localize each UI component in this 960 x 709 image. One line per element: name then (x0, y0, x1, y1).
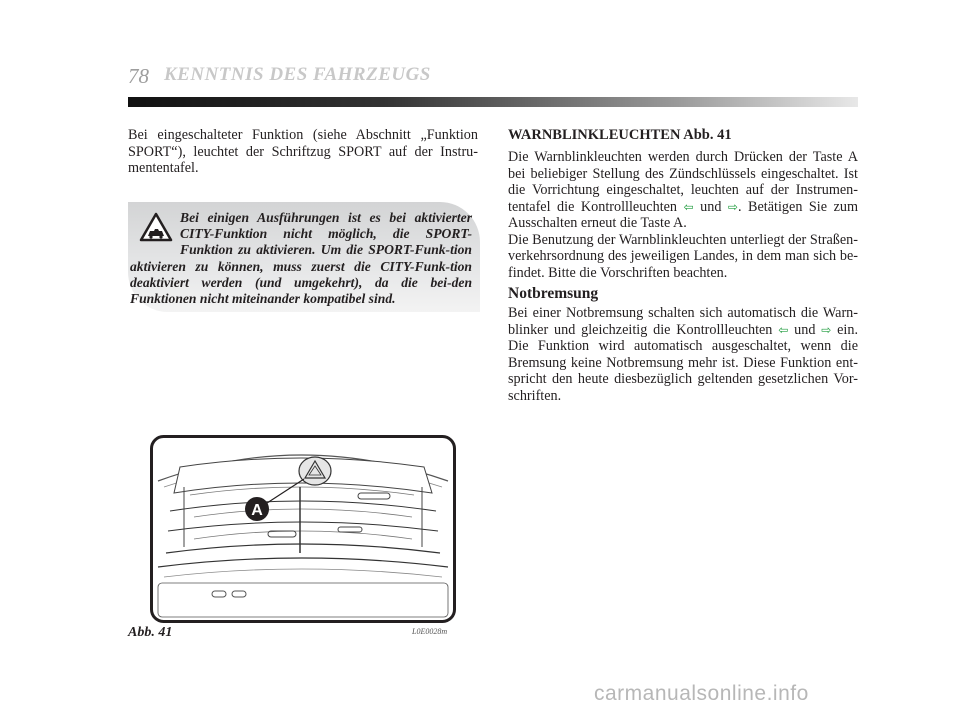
hazard-lights-paragraph: Die Warnblinkleuchten werden durch Drücken der Taste A bei beliebiger Stellung des Zündschlüssels eingeschaltet. Ist die Vorrichtung eingeschaltet, leuchten auf der Instrumen-tentafel die Kontrollleuchten ⇦ und ⇨. Betätigen Sie zum Ausschalten erneut die Taste A. Die Benutzung der Warnblinkleuchten unterliegt der Straßen-verkehrsordnung des jeweiligen Landes, in dem man sich be-findet. Bitte die Vorschriften beachten. (508, 149, 858, 281)
right-arrow-indicator-icon: ⇨ (727, 199, 738, 214)
callout-label-a: A (251, 502, 263, 519)
figure-caption: Abb. 41 (128, 625, 173, 640)
right-arrow-indicator-icon: ⇨ (821, 322, 832, 337)
section-heading: WARNBLINKLEUCHTEN Abb. 41 (508, 127, 732, 143)
subheading-emergency-braking: Notbremsung (508, 285, 599, 302)
header-rule (128, 97, 858, 107)
chapter-title: KENNTNIS DES FAHRZEUGS (164, 64, 431, 85)
watermark: carmanualsonline.info (594, 682, 809, 705)
warning-text: Bei einigen Ausführungen ist es bei aktivierter CITY-Funktion nicht möglich, die SPORT-Funktion zu aktivieren. Um die SPORT-Funk-tion aktivieren zu können, muss zuerst die CITY-Funk-tion deaktiviert werden (und umgekehrt), da die bei-den Funktionen nicht miteinander kompatibel sind. (130, 210, 472, 307)
intro-paragraph: Bei eingeschalteter Funktion (siehe Abschnitt „Funktion SPORT“), leuchtet der Schriftzug SPORT auf der Instru-mententafel. (128, 127, 478, 176)
emergency-braking-paragraph: Bei einer Notbremsung schalten sich automatisch die Warn-blinker und gleichzeitig die Kontrollleuchten ⇦ und ⇨ ein. Die Funktion wird automatisch ausgeschaltet, wenn die Bremsung keine Notbremsung mehr ist. Diese Funktion ent-spricht den heute diesbezüglich geltenden gesetzlichen Vor-schriften. (508, 305, 859, 404)
figure-code: L0E0028m (412, 627, 448, 636)
left-arrow-indicator-icon: ⇦ (683, 199, 694, 214)
hazard-button-illustration (150, 435, 456, 623)
left-arrow-indicator-icon: ⇦ (778, 322, 789, 337)
page-number: 78 (128, 64, 149, 88)
